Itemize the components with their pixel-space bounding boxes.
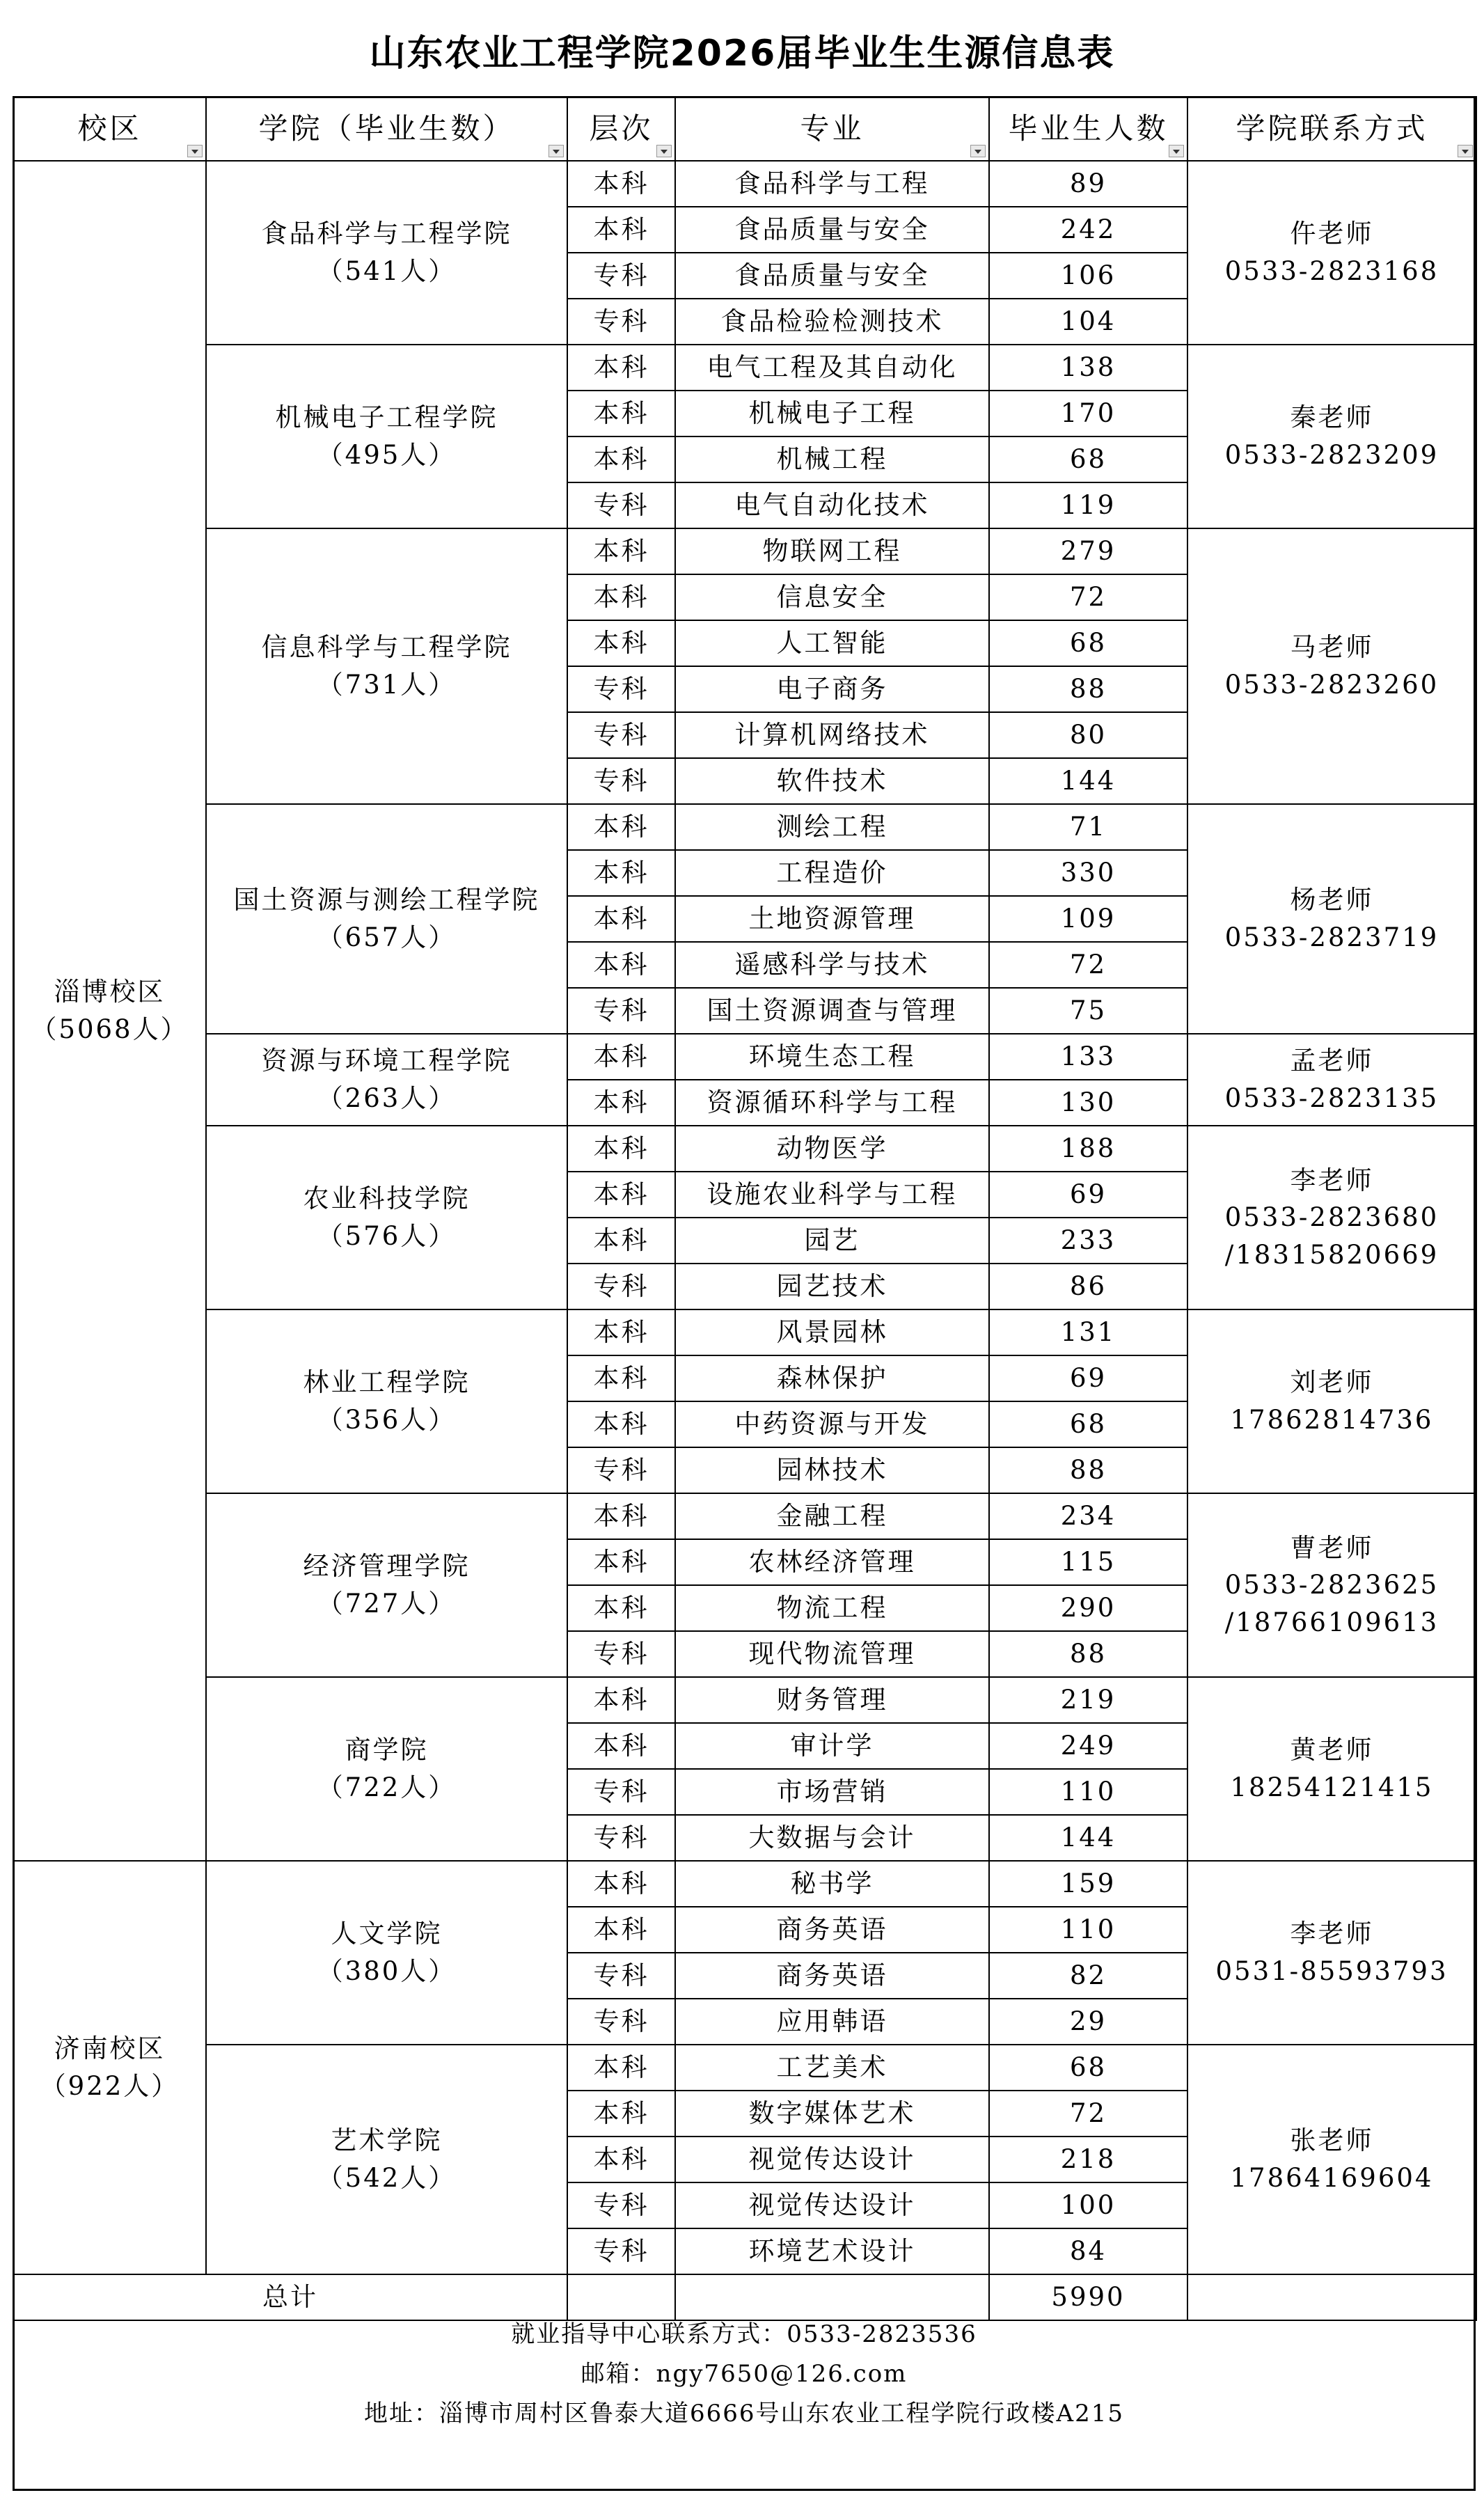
major-cell: 视觉传达设计 <box>675 2137 989 2182</box>
count-cell: 69 <box>989 1172 1187 1218</box>
header-campus[interactable]: 校区 <box>13 97 206 161</box>
filter-dropdown-icon[interactable] <box>970 145 986 157</box>
college-cell <box>206 1126 567 1309</box>
contact-phone-2: /18315820669 <box>1224 1239 1439 1270</box>
level-cell: 本科 <box>567 345 675 391</box>
college-cell <box>206 161 567 345</box>
major-cell: 数字媒体艺术 <box>675 2091 989 2137</box>
count-cell: 119 <box>989 482 1187 528</box>
count-cell: 170 <box>989 391 1187 436</box>
major-cell: 食品质量与安全 <box>675 207 989 253</box>
count-cell: 144 <box>989 1815 1187 1861</box>
level-cell: 专科 <box>567 1769 675 1815</box>
count-cell: 133 <box>989 1034 1187 1080</box>
level-cell: 本科 <box>567 1080 675 1126</box>
contact-cell <box>1187 804 1476 1034</box>
table-row <box>13 1677 1476 1723</box>
major-cell: 商务英语 <box>675 1907 989 1953</box>
table-row <box>13 804 1476 850</box>
major-cell: 工艺美术 <box>675 2045 989 2091</box>
level-cell: 专科 <box>567 2228 675 2274</box>
contact-phone: 0531-85593793 <box>1215 1956 1449 1986</box>
level-cell: 本科 <box>567 1861 675 1907</box>
college-name: 食品科学与工程学院 <box>261 219 512 249</box>
major-cell: 信息安全 <box>675 574 989 620</box>
major-cell: 国土资源调查与管理 <box>675 988 989 1034</box>
count-cell: 69 <box>989 1355 1187 1401</box>
count-cell: 75 <box>989 988 1187 1034</box>
college-name: 机械电子工程学院 <box>275 402 498 433</box>
college-total: （727人） <box>317 1589 457 1619</box>
contact-phone: 18254121415 <box>1230 1772 1434 1802</box>
header-level[interactable]: 层次 <box>567 97 675 161</box>
college-name: 国土资源与测绘工程学院 <box>233 885 540 915</box>
level-cell: 本科 <box>567 436 675 482</box>
count-cell: 188 <box>989 1126 1187 1172</box>
contact-name: 李老师 <box>1290 1919 1374 1949</box>
campus-name: 淄博校区 <box>54 977 166 1007</box>
major-cell: 森林保护 <box>675 1355 989 1401</box>
level-cell: 本科 <box>567 2045 675 2091</box>
contact-phone: 0533-2823719 <box>1224 922 1439 952</box>
footer <box>13 2315 1476 2434</box>
footer-email: 邮箱：ngy7650@126.com <box>581 2360 908 2388</box>
count-cell: 242 <box>989 207 1187 253</box>
count-cell: 219 <box>989 1677 1187 1723</box>
major-cell: 工程造价 <box>675 850 989 896</box>
level-cell: 本科 <box>567 850 675 896</box>
contact-cell <box>1187 1126 1476 1309</box>
level-cell: 专科 <box>567 1264 675 1309</box>
major-cell: 电子商务 <box>675 666 989 712</box>
level-cell: 专科 <box>567 1631 675 1677</box>
filter-dropdown-icon[interactable] <box>548 145 564 157</box>
college-name: 林业工程学院 <box>303 1367 471 1398</box>
college-cell <box>206 1677 567 1861</box>
college-total: （356人） <box>317 1405 457 1435</box>
campus-total: （5068人） <box>31 1014 189 1044</box>
count-cell: 80 <box>989 712 1187 758</box>
major-cell: 食品质量与安全 <box>675 253 989 299</box>
contact-name: 刘老师 <box>1290 1367 1374 1398</box>
contact-phone: 0533-2823209 <box>1224 440 1439 470</box>
college-name: 信息科学与工程学院 <box>261 632 512 663</box>
contact-phone: 0533-2823168 <box>1224 256 1439 286</box>
count-cell: 104 <box>989 299 1187 345</box>
contact-name: 李老师 <box>1290 1165 1374 1195</box>
major-cell: 现代物流管理 <box>675 1631 989 1677</box>
major-cell: 软件技术 <box>675 758 989 804</box>
count-cell: 72 <box>989 942 1187 988</box>
contact-name: 孟老师 <box>1290 1046 1374 1076</box>
college-cell <box>206 1861 567 2045</box>
college-cell <box>206 804 567 1034</box>
count-cell: 131 <box>989 1309 1187 1355</box>
count-cell: 100 <box>989 2182 1187 2228</box>
count-cell: 138 <box>989 345 1187 391</box>
major-cell: 农林经济管理 <box>675 1539 989 1585</box>
count-cell: 68 <box>989 2045 1187 2091</box>
filter-dropdown-icon[interactable] <box>656 145 672 157</box>
table-row <box>13 1861 1476 1907</box>
college-cell <box>206 2045 567 2274</box>
level-cell: 专科 <box>567 1953 675 1999</box>
level-cell: 本科 <box>567 161 675 207</box>
level-cell: 本科 <box>567 391 675 436</box>
level-cell: 本科 <box>567 1172 675 1218</box>
major-cell: 电气工程及其自动化 <box>675 345 989 391</box>
contact-name: 杨老师 <box>1290 885 1374 915</box>
count-cell: 88 <box>989 1447 1187 1493</box>
total-empty <box>567 2274 675 2320</box>
college-total: （380人） <box>317 1956 457 1986</box>
count-cell: 233 <box>989 1218 1187 1264</box>
total-row <box>13 2274 1476 2320</box>
major-cell: 审计学 <box>675 1723 989 1769</box>
campus-cell <box>13 161 206 1861</box>
header-college[interactable]: 学院（毕业生数） <box>206 97 567 161</box>
level-cell: 专科 <box>567 988 675 1034</box>
contact-cell <box>1187 1493 1476 1677</box>
count-cell: 82 <box>989 1953 1187 1999</box>
contact-cell <box>1187 528 1476 804</box>
level-cell: 本科 <box>567 620 675 666</box>
count-cell: 279 <box>989 528 1187 574</box>
level-cell: 专科 <box>567 2182 675 2228</box>
major-cell: 财务管理 <box>675 1677 989 1723</box>
level-cell: 本科 <box>567 1585 675 1631</box>
level-cell: 本科 <box>567 1723 675 1769</box>
table-row <box>13 1126 1476 1172</box>
contact-phone-2: /18766109613 <box>1224 1607 1439 1637</box>
college-total: （495人） <box>317 440 457 470</box>
major-cell: 风景园林 <box>675 1309 989 1355</box>
contact-cell <box>1187 1309 1476 1493</box>
level-cell: 本科 <box>567 1401 675 1447</box>
count-cell: 72 <box>989 574 1187 620</box>
table-row <box>13 528 1476 574</box>
level-cell: 本科 <box>567 207 675 253</box>
count-cell: 234 <box>989 1493 1187 1539</box>
table-row <box>13 2045 1476 2091</box>
college-name: 资源与环境工程学院 <box>261 1046 512 1076</box>
header-count[interactable]: 毕业生人数 <box>989 97 1187 161</box>
level-cell: 本科 <box>567 1126 675 1172</box>
contact-cell <box>1187 1034 1476 1126</box>
level-cell: 本科 <box>567 1493 675 1539</box>
count-cell: 71 <box>989 804 1187 850</box>
level-cell: 本科 <box>567 2137 675 2182</box>
major-cell: 中药资源与开发 <box>675 1401 989 1447</box>
contact-phone: 0533-2823680 <box>1224 1202 1439 1233</box>
level-cell: 专科 <box>567 712 675 758</box>
filter-dropdown-icon[interactable] <box>1458 145 1473 157</box>
header-row <box>13 97 1476 161</box>
contact-name: 黄老师 <box>1290 1735 1374 1765</box>
campus-name: 济南校区 <box>54 2033 166 2064</box>
major-cell: 环境艺术设计 <box>675 2228 989 2274</box>
college-total: （541人） <box>317 256 457 286</box>
table-row <box>13 345 1476 391</box>
filter-dropdown-icon[interactable] <box>1169 145 1184 157</box>
count-cell: 330 <box>989 850 1187 896</box>
filter-dropdown-icon[interactable] <box>187 145 203 157</box>
level-cell: 本科 <box>567 1034 675 1080</box>
major-cell: 金融工程 <box>675 1493 989 1539</box>
college-total: （731人） <box>317 670 457 700</box>
level-cell: 专科 <box>567 1999 675 2045</box>
major-cell: 视觉传达设计 <box>675 2182 989 2228</box>
campus-cell <box>13 1861 206 2274</box>
major-cell: 应用韩语 <box>675 1999 989 2045</box>
college-total: （263人） <box>317 1083 457 1113</box>
college-total: （576人） <box>317 1221 457 1251</box>
total-label: 总计 <box>13 2274 567 2320</box>
contact-cell <box>1187 2045 1476 2274</box>
major-cell: 商务英语 <box>675 1953 989 1999</box>
count-cell: 110 <box>989 1907 1187 1953</box>
graduate-table <box>13 96 1477 2321</box>
level-cell: 本科 <box>567 804 675 850</box>
level-cell: 专科 <box>567 1447 675 1493</box>
major-cell: 食品科学与工程 <box>675 161 989 207</box>
major-cell: 园艺技术 <box>675 1264 989 1309</box>
major-cell: 计算机网络技术 <box>675 712 989 758</box>
header-major[interactable]: 专业 <box>675 97 989 161</box>
campus-total: （922人） <box>40 2071 180 2101</box>
count-cell: 68 <box>989 436 1187 482</box>
table-row <box>13 1309 1476 1355</box>
major-cell: 环境生态工程 <box>675 1034 989 1080</box>
college-cell <box>206 1034 567 1126</box>
level-cell: 本科 <box>567 1677 675 1723</box>
count-cell: 88 <box>989 666 1187 712</box>
contact-phone: 0533-2823625 <box>1224 1570 1439 1600</box>
footer-address: 地址：淄博市周村区鲁泰大道6666号山东农业工程学院行政楼A215 <box>364 2400 1124 2428</box>
page-title: 山东农业工程学院2026届毕业生生源信息表 <box>369 33 1115 74</box>
contact-cell <box>1187 1677 1476 1861</box>
college-total: （722人） <box>317 1772 457 1802</box>
major-cell: 资源循环科学与工程 <box>675 1080 989 1126</box>
college-name: 经济管理学院 <box>303 1551 471 1582</box>
count-cell: 159 <box>989 1861 1187 1907</box>
major-cell: 测绘工程 <box>675 804 989 850</box>
contact-phone: 17864169604 <box>1230 2163 1434 2193</box>
level-cell: 专科 <box>567 482 675 528</box>
major-cell: 园林技术 <box>675 1447 989 1493</box>
footer-contact: 就业指导中心联系方式：0533-2823536 <box>511 2320 977 2348</box>
college-name: 艺术学院 <box>331 2125 443 2156</box>
major-cell: 秘书学 <box>675 1861 989 1907</box>
college-cell <box>206 528 567 804</box>
college-name: 商学院 <box>345 1735 429 1765</box>
count-cell: 88 <box>989 1631 1187 1677</box>
contact-phone: 0533-2823260 <box>1224 670 1439 700</box>
level-cell: 本科 <box>567 1218 675 1264</box>
count-cell: 218 <box>989 2137 1187 2182</box>
count-cell: 249 <box>989 1723 1187 1769</box>
college-name: 农业科技学院 <box>303 1183 471 1214</box>
level-cell: 本科 <box>567 1309 675 1355</box>
level-cell: 本科 <box>567 2091 675 2137</box>
count-cell: 109 <box>989 896 1187 942</box>
contact-cell <box>1187 345 1476 528</box>
contact-phone: 17862814736 <box>1230 1405 1434 1435</box>
header-contact[interactable]: 学院联系方式 <box>1187 97 1476 161</box>
level-cell: 本科 <box>567 942 675 988</box>
contact-phone: 0533-2823135 <box>1224 1083 1439 1113</box>
count-cell: 72 <box>989 2091 1187 2137</box>
count-cell: 68 <box>989 1401 1187 1447</box>
table-row <box>13 161 1476 207</box>
count-cell: 89 <box>989 161 1187 207</box>
level-cell: 专科 <box>567 666 675 712</box>
major-cell: 物联网工程 <box>675 528 989 574</box>
contact-cell <box>1187 161 1476 345</box>
count-cell: 290 <box>989 1585 1187 1631</box>
major-cell: 电气自动化技术 <box>675 482 989 528</box>
major-cell: 动物医学 <box>675 1126 989 1172</box>
level-cell: 本科 <box>567 574 675 620</box>
major-cell: 设施农业科学与工程 <box>675 1172 989 1218</box>
major-cell: 市场营销 <box>675 1769 989 1815</box>
major-cell: 机械电子工程 <box>675 391 989 436</box>
major-cell: 园艺 <box>675 1218 989 1264</box>
level-cell: 本科 <box>567 1907 675 1953</box>
level-cell: 本科 <box>567 1355 675 1401</box>
level-cell: 专科 <box>567 299 675 345</box>
count-cell: 144 <box>989 758 1187 804</box>
level-cell: 专科 <box>567 253 675 299</box>
college-cell <box>206 345 567 528</box>
level-cell: 专科 <box>567 758 675 804</box>
contact-name: 秦老师 <box>1290 402 1374 433</box>
count-cell: 84 <box>989 2228 1187 2274</box>
major-cell: 遥感科学与技术 <box>675 942 989 988</box>
count-cell: 68 <box>989 620 1187 666</box>
contact-name: 曹老师 <box>1290 1532 1374 1563</box>
contact-name: 仵老师 <box>1290 219 1374 249</box>
college-total: （542人） <box>317 2163 457 2193</box>
level-cell: 本科 <box>567 528 675 574</box>
level-cell: 专科 <box>567 1815 675 1861</box>
contact-name: 马老师 <box>1290 632 1374 663</box>
level-cell: 本科 <box>567 896 675 942</box>
major-cell: 机械工程 <box>675 436 989 482</box>
college-name: 人文学院 <box>331 1919 443 1949</box>
table-row <box>13 1493 1476 1539</box>
total-empty <box>1187 2274 1476 2320</box>
major-cell: 食品检验检测技术 <box>675 299 989 345</box>
college-cell <box>206 1493 567 1677</box>
count-cell: 86 <box>989 1264 1187 1309</box>
major-cell: 物流工程 <box>675 1585 989 1631</box>
total-value: 5990 <box>989 2274 1187 2320</box>
major-cell: 大数据与会计 <box>675 1815 989 1861</box>
contact-cell <box>1187 1861 1476 2045</box>
total-empty <box>675 2274 989 2320</box>
major-cell: 土地资源管理 <box>675 896 989 942</box>
major-cell: 人工智能 <box>675 620 989 666</box>
college-cell <box>206 1309 567 1493</box>
count-cell: 130 <box>989 1080 1187 1126</box>
count-cell: 110 <box>989 1769 1187 1815</box>
count-cell: 106 <box>989 253 1187 299</box>
college-total: （657人） <box>317 922 457 952</box>
table-row <box>13 1034 1476 1080</box>
contact-name: 张老师 <box>1290 2125 1374 2156</box>
count-cell: 29 <box>989 1999 1187 2045</box>
count-cell: 115 <box>989 1539 1187 1585</box>
level-cell: 本科 <box>567 1539 675 1585</box>
